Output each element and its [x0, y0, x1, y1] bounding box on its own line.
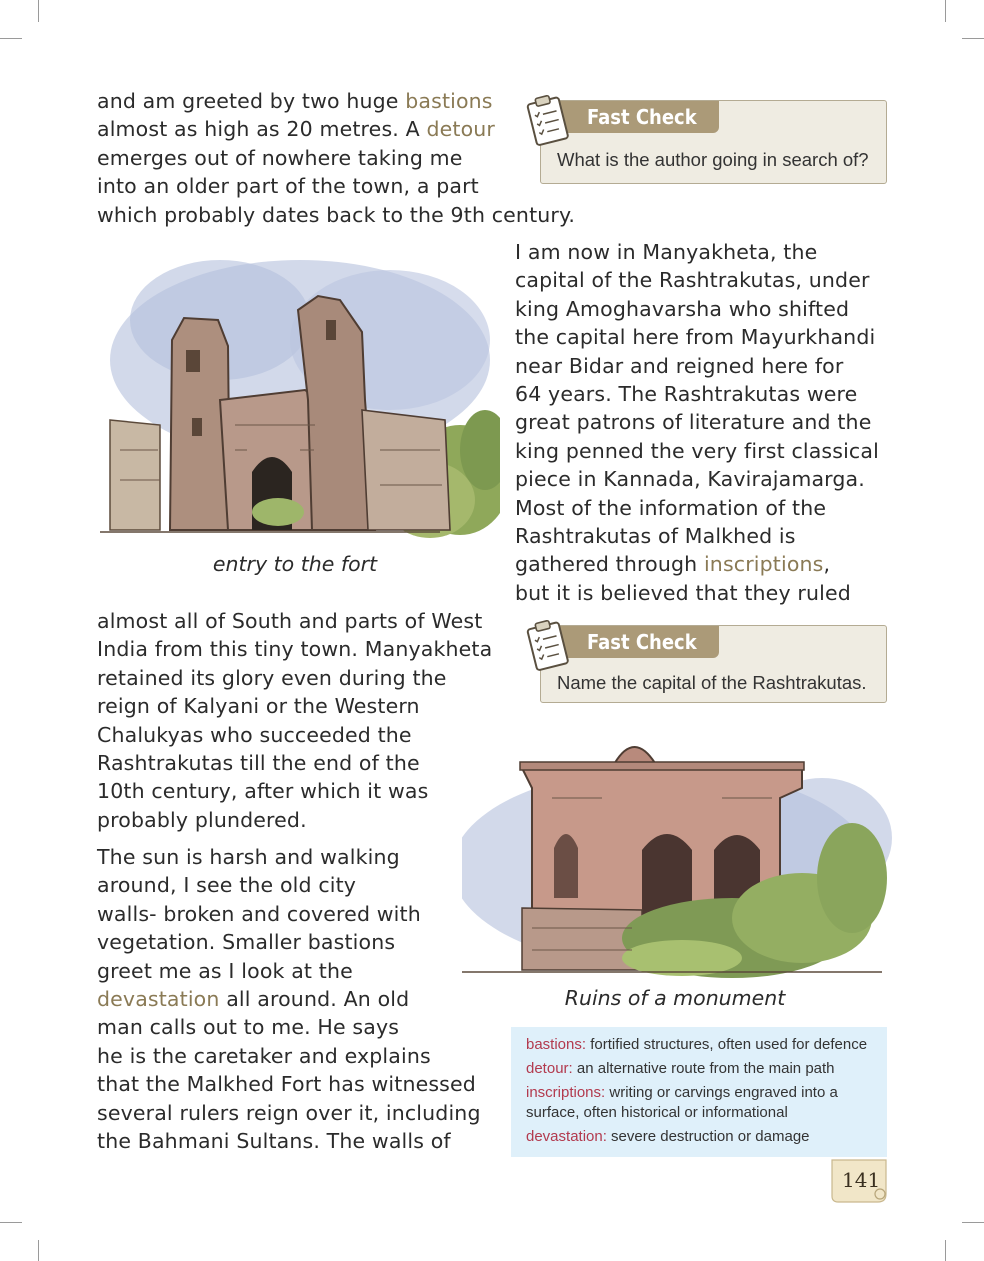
- glossary-keyword: bastions: [405, 89, 493, 113]
- fort-caption: entry to the fort: [212, 552, 378, 576]
- crop-mark: [962, 1222, 984, 1223]
- glossary-keyword: devastation: [97, 987, 220, 1012]
- glossary-definition: fortified structures, often used for defence: [586, 1036, 868, 1053]
- glossary-box: [511, 1027, 887, 1157]
- clipboard-checklist-icon: [524, 617, 574, 675]
- fort-entrance-illustration: [100, 250, 500, 540]
- fast-check-box: [540, 100, 887, 184]
- fast-check-question: Name the capital of the Rashtrakutas.: [557, 672, 867, 693]
- glossary-term: devastation:: [526, 1128, 607, 1145]
- glossary-definition: an alternative route from the main path: [572, 1060, 835, 1077]
- clipboard-checklist-icon: [524, 92, 574, 150]
- glossary-item: [526, 1083, 856, 1123]
- paragraph-sun-harsh: The sun is harsh and walking around, I see the old city walls- broken and covered with vegetation. Smaller bastions greet me as I look at the devastation all around. An old man calls out to me. He says he is the caretaker and explains that the Malkhed Fort has witnessed several rulers reign over it, including the Bahmani Sultans. The walls of: [97, 845, 481, 1154]
- fast-check-box: [540, 625, 887, 703]
- glossary-term: inscriptions:: [526, 1084, 606, 1101]
- crop-mark: [962, 38, 984, 39]
- crop-mark: [945, 0, 946, 22]
- page-number-scroll: [828, 1158, 890, 1204]
- glossary-keyword: inscriptions: [703, 552, 824, 577]
- paragraph-manyakheta: I am now in Manyakheta, the capital of the Rashtrakutas, under king Amoghavarsha who shifted the capital here from Mayurkhandi near Bidar and reigned here for 64 years. The Rashtrakutas were great patrons of literature and the king penned the very first classical piece in Kannada, Kavirajamarga. Most of the information of the Rashtrakutas of Malkhed is gathered through inscriptions, but it is believed that they ruled: [515, 240, 879, 605]
- crop-mark: [0, 1222, 22, 1223]
- fast-check-title: Fast Check: [541, 101, 719, 133]
- monument-ruins-illustration: [462, 728, 892, 978]
- paragraph-bastions-detour: and am greeted by two huge bastions almost as high as 20 metres. A detour emerges out of nowhere taking me into an older part of the town, a part which probably dates back to the 9th century.: [97, 89, 576, 227]
- glossary-item: [526, 1035, 876, 1055]
- fast-check-title: Fast Check: [541, 626, 719, 658]
- glossary-term: detour:: [526, 1060, 573, 1077]
- glossary-definition: severe destruction or damage: [606, 1128, 810, 1145]
- glossary-item: [526, 1127, 876, 1147]
- glossary-item: [526, 1059, 876, 1079]
- monument-caption: Ruins of a monument: [564, 986, 786, 1010]
- page-number: 141: [842, 1168, 881, 1192]
- paragraph-south-india: almost all of South and parts of West India from this tiny town. Manyakheta retained its glory even during the reign of Kalyani or the Western Chalukyas who succeeded the Rashtrakutas till the end of the 10th century, after which it was probably plundered.: [97, 609, 493, 832]
- crop-mark: [38, 1240, 39, 1261]
- crop-mark: [38, 0, 39, 22]
- glossary-keyword: detour: [426, 117, 495, 142]
- crop-mark: [945, 1240, 946, 1261]
- glossary-term: bastions:: [526, 1036, 587, 1053]
- fast-check-question: What is the author going in search of?: [557, 149, 869, 170]
- glossary-definition: writing or carvings engraved into a surface, often historical or informational: [526, 1084, 838, 1121]
- crop-mark: [0, 38, 22, 39]
